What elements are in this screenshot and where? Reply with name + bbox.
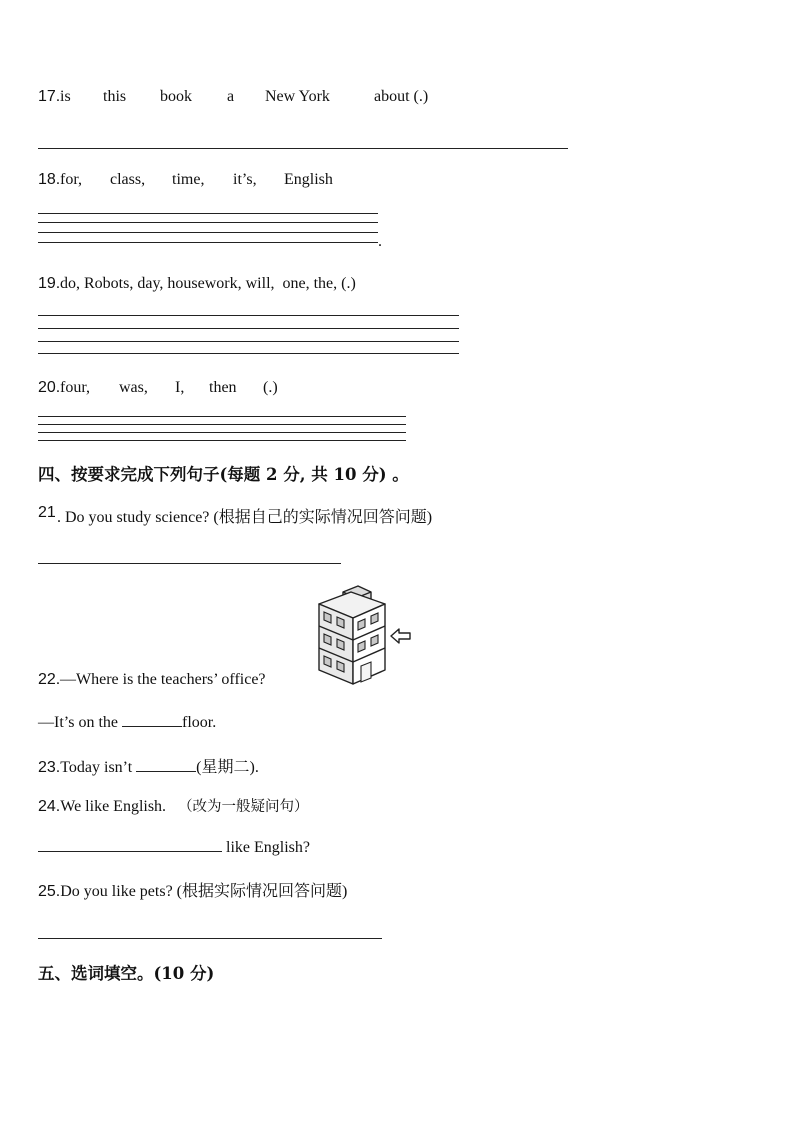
question-number: 24.	[38, 798, 61, 815]
scrambled-word: this	[103, 88, 127, 105]
answer-line[interactable]	[38, 213, 378, 214]
answer-line[interactable]	[38, 148, 568, 149]
question-number: 25.	[38, 883, 61, 900]
question-number: 21	[38, 504, 56, 521]
answer-line[interactable]	[38, 353, 459, 354]
answer-prefix: —It’s on the	[38, 714, 118, 731]
answer-line[interactable]	[38, 424, 406, 425]
answer-suffix: like English?	[226, 839, 310, 856]
answer-line[interactable]	[38, 432, 406, 433]
scrambled-word: it’s,	[233, 171, 257, 188]
scrambled-word: class,	[110, 171, 146, 188]
scrambled-word: is	[60, 88, 71, 105]
scrambled-word: New York	[265, 88, 330, 105]
fill-blank[interactable]	[136, 757, 196, 772]
section-4-heading: 四、按要求完成下列句子(每题 2 分, 共 10 分) 。	[38, 465, 409, 484]
section-5-heading: 五、选词填空。(10 分)	[38, 964, 215, 983]
answer-line[interactable]	[38, 563, 341, 564]
scrambled-word: a	[227, 88, 235, 105]
question-text: We like English.	[60, 798, 167, 815]
scrambled-word: for,	[60, 171, 83, 188]
scrambled-word: English	[284, 171, 333, 188]
instruction-note: （改为一般疑问句）	[178, 799, 309, 815]
answer-line[interactable]	[38, 938, 382, 939]
question-number: 17.	[38, 88, 61, 105]
question-text: . Do you study science? (根据自己的实际情况回答问题)	[57, 509, 433, 526]
fill-blank[interactable]	[122, 712, 182, 727]
scrambled-word: about (.)	[374, 88, 429, 105]
fill-blank[interactable]	[38, 837, 222, 852]
scrambled-word: book	[160, 88, 192, 105]
answer-line[interactable]	[38, 341, 459, 342]
question-text: Do you like pets? (根据实际情况回答问题)	[60, 883, 348, 900]
scrambled-word: (.)	[263, 379, 278, 396]
answer-line[interactable]	[38, 315, 459, 316]
question-number: 18.	[38, 171, 61, 188]
answer-line[interactable]	[38, 222, 378, 223]
scrambled-word: I,	[175, 379, 185, 396]
question-number: 20.	[38, 379, 61, 396]
scrambled-word: then	[209, 379, 237, 396]
question-text: —Where is the teachers’ office?	[60, 671, 266, 688]
question-23	[38, 754, 259, 777]
scrambled-word: four,	[60, 379, 91, 396]
end-mark: .	[378, 233, 382, 250]
question-prefix: Today isn’t	[60, 759, 133, 776]
answer-line[interactable]	[38, 416, 406, 417]
scrambled-word: time,	[172, 171, 205, 188]
answer-line[interactable]	[38, 242, 378, 243]
scrambled-words: do, Robots, day, housework, will, one, the, (.)	[60, 275, 356, 292]
question-suffix: (星期二).	[196, 759, 259, 776]
building-icon	[313, 582, 413, 688]
question-number: 22.	[38, 671, 61, 688]
answer-sentence	[38, 712, 216, 732]
answer-suffix: floor.	[182, 714, 217, 731]
answer-line[interactable]	[38, 440, 406, 441]
answer-line[interactable]	[38, 328, 459, 329]
question-number: 19.	[38, 275, 61, 292]
answer-line[interactable]	[38, 232, 378, 233]
question-number: 23.	[38, 759, 61, 776]
scrambled-word: was,	[119, 379, 148, 396]
